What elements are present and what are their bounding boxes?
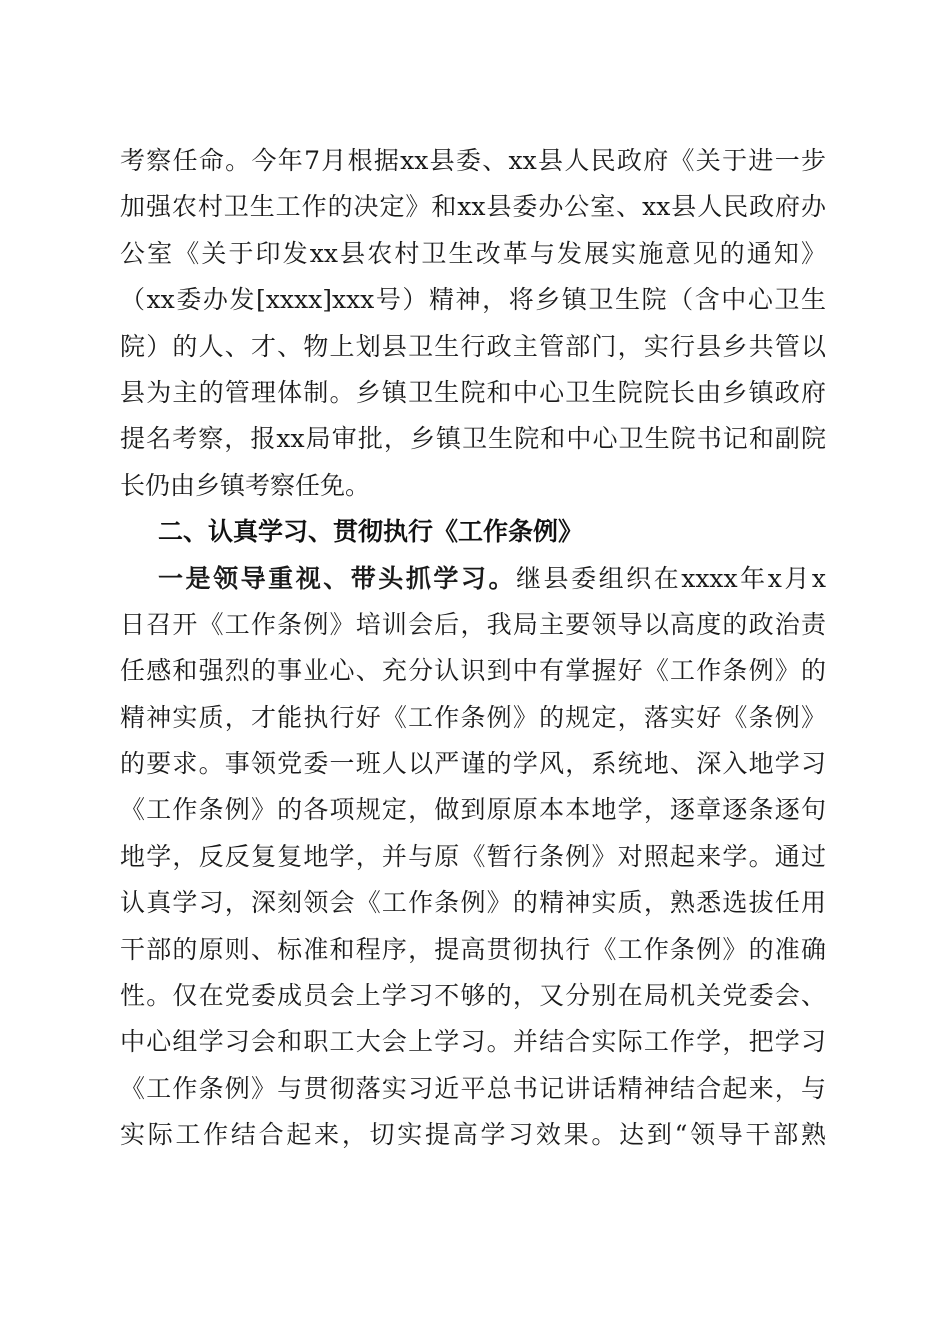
paragraph-line: 提名考察，报xx局审批，乡镇卫生院和中心卫生院书记和副院 (120, 424, 826, 454)
paragraph-line: （xx委办发[xxxx]xxx号）精神，将乡镇卫生院（含中心卫生 (120, 285, 826, 315)
paragraph-line: 考察任命。今年7月根据xx县委、xx县人民政府《关于进一步 (120, 146, 826, 175)
paragraph-line: 日召开《工作条例》培训会后，我局主要领导以高度的政治责 (120, 609, 826, 639)
paragraph-line: 县为主的管理体制。乡镇卫生院和中心卫生院院长由乡镇政府 (120, 377, 826, 407)
paragraph-line: 加强农村卫生工作的决定》和xx县委办公室、xx县人民政府办 (120, 192, 826, 222)
paragraph-first-line (120, 556, 826, 602)
paragraph-line: 《工作条例》的各项规定，做到原原本本地学，逐章逐条逐句 (120, 795, 826, 825)
paragraph-line: 任感和强烈的事业心、充分认识到中有掌握好《工作条例》的 (120, 656, 826, 686)
paragraph-line: 地学，反反复复地学，并与原《暂行条例》对照起来学。通过 (120, 841, 826, 871)
document-body (120, 138, 826, 1159)
paragraph-line: 院）的人、才、物上划县卫生行政主管部门，实行县乡共管以 (120, 331, 826, 361)
paragraph-lead: 一是领导重视、带头抓学习。 (158, 563, 516, 593)
paragraph-line: 《工作条例》与贯彻落实习近平总书记讲话精神结合起来，与 (120, 1073, 826, 1103)
paragraph-line: 干部的原则、标准和程序，提高贯彻执行《工作条例》的准确 (120, 934, 826, 964)
paragraph-line: 公室《关于印发xx县农村卫生改革与发展实施意见的通知》 (120, 238, 826, 268)
paragraph-line: 长仍由乡镇考察任免。 (120, 470, 371, 500)
paragraph-line: 实际工作结合起来，切实提高学习效果。达到“领导干部熟 (120, 1120, 826, 1150)
paragraph-line: 认真学习，深刻领会《工作条例》的精神实质，熟悉选拔任用 (120, 888, 826, 918)
section-heading: 二、认真学习、贯彻执行《工作条例》 (158, 517, 584, 547)
paragraph-line: 中心组学习会和职工大会上学习。并结合实际工作学，把学习 (120, 1027, 826, 1057)
paragraph-line: 的要求。事领党委一班人以严谨的学风，系统地、深入地学习 (120, 749, 826, 779)
paragraph-first-line-rest: 继县委组织在xxxx年x月x (516, 563, 826, 593)
paragraph-line: 精神实质，才能执行好《工作条例》的规定，落实好《条例》 (120, 702, 826, 732)
paragraph-line: 性。仅在党委成员会上学习不够的，又分别在局机关党委会、 (120, 981, 826, 1011)
